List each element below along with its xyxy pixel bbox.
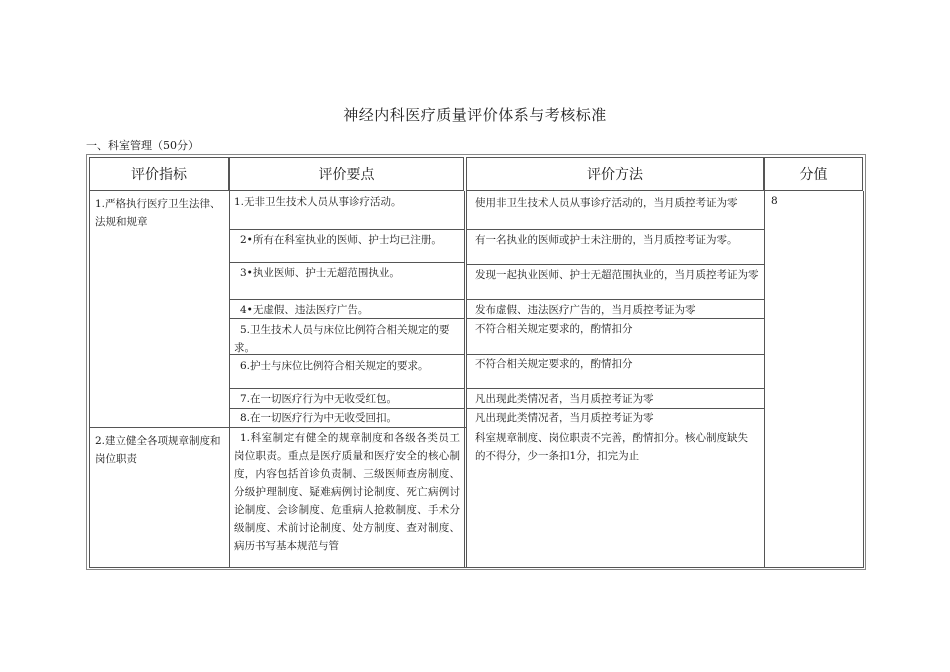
grid-line	[863, 191, 864, 568]
grid-line	[230, 262, 464, 263]
grid-line	[467, 354, 764, 355]
row-1-item-5-point: 5.卫生技术人员与床位比例符合相关规定的要求。	[234, 324, 450, 354]
grid-line	[229, 191, 230, 568]
grid-line	[230, 299, 464, 300]
section-heading: 一、科室管理（50分）	[86, 139, 199, 152]
header-indicator: 评价指标	[89, 157, 229, 191]
grid-line	[230, 318, 464, 319]
header-score: 分值	[764, 157, 863, 191]
grid-line	[467, 229, 764, 230]
grid-line	[464, 191, 465, 568]
grid-line	[467, 264, 764, 265]
grid-line	[89, 567, 864, 568]
grid-line	[764, 191, 765, 568]
header-method: 评价方法	[466, 157, 764, 191]
grid-line	[89, 427, 466, 428]
row-1-item-8-point: 8.在一切医疗行为中无收受回扣。	[240, 412, 398, 424]
grid-line	[467, 299, 764, 300]
grid-line	[230, 229, 464, 230]
row-1-item-3-point: 3•执业医师、护士无超范围执业。	[240, 267, 400, 279]
row-2-indicator: 2.建立健全各项规章制度和岗位职责	[95, 435, 221, 465]
row-1-score: 8	[771, 195, 778, 207]
row-1-item-4-point: 4•无虚假、违法医疗广告。	[240, 304, 369, 316]
row-1-item-6-method: 不符合相关规定要求的，酌情扣分	[475, 358, 633, 370]
grid-line	[467, 388, 764, 389]
grid-line	[230, 388, 464, 389]
grid-line	[89, 191, 90, 568]
row-1-item-1-point: 1.无非卫生技术人员从事诊疗活动。	[234, 196, 402, 208]
document-title: 神经内科医疗质量评价体系与考核标准	[343, 106, 607, 124]
row-1-item-7-point: 7.在一切医疗行为中无收受红包。	[240, 393, 398, 405]
row-1-item-7-method: 凡出现此类情况者，当月质控考证为零	[475, 393, 654, 405]
row-2-item-1-method: 科室规章制度、岗位职责不完善，酌情扣分。核心制度缺失的不得分，少一条扣1分，扣完为止	[475, 432, 748, 462]
grid-line	[467, 408, 764, 409]
row-1-indicator: 1.严格执行医疗卫生法律、法规和规章	[95, 198, 221, 228]
grid-line	[230, 354, 464, 355]
grid-line	[466, 191, 467, 568]
row-1-item-4-method: 发布虚假、违法医疗广告的，当月质控考证为零	[475, 304, 696, 316]
row-1-item-1-method: 使用非卫生技术人员从事诊疗活动的，当月质控考证为零	[475, 197, 738, 209]
row-1-item-8-method: 凡出现此类情况者，当月质控考证为零	[475, 412, 654, 424]
row-1-item-3-method: 发现一起执业医师、护士无超范围执业的，当月质控考证为零	[475, 269, 759, 281]
row-1-item-2-point: 2•所有在科室执业的医师、护士均已注册。	[240, 234, 442, 246]
header-points: 评价要点	[229, 157, 464, 191]
row-1-item-2-method: 有一名执业的医师或护士未注册的，当月质控考证为零。	[475, 234, 738, 246]
grid-line	[467, 318, 764, 319]
grid-line	[230, 408, 464, 409]
row-2-item-1-point: 1.科室制定有健全的规章制度和各级各类员工岗位职责。重点是医疗质量和医疗安全的核心制度，内容包括首诊负责制、三级医师查房制度、分级护理制度、疑难病例讨论制度、死亡病例讨论制度、会诊制度、危重病人抢救制度、手术分级制度、术前讨论制度、处方制度、查对制度、病历书写基本规范与管	[234, 432, 460, 552]
row-1-item-6-point: 6.护士与床位比例符合相关规定的要求。	[240, 360, 429, 372]
row-1-item-5-method: 不符合相关规定要求的，酌情扣分	[475, 323, 633, 335]
